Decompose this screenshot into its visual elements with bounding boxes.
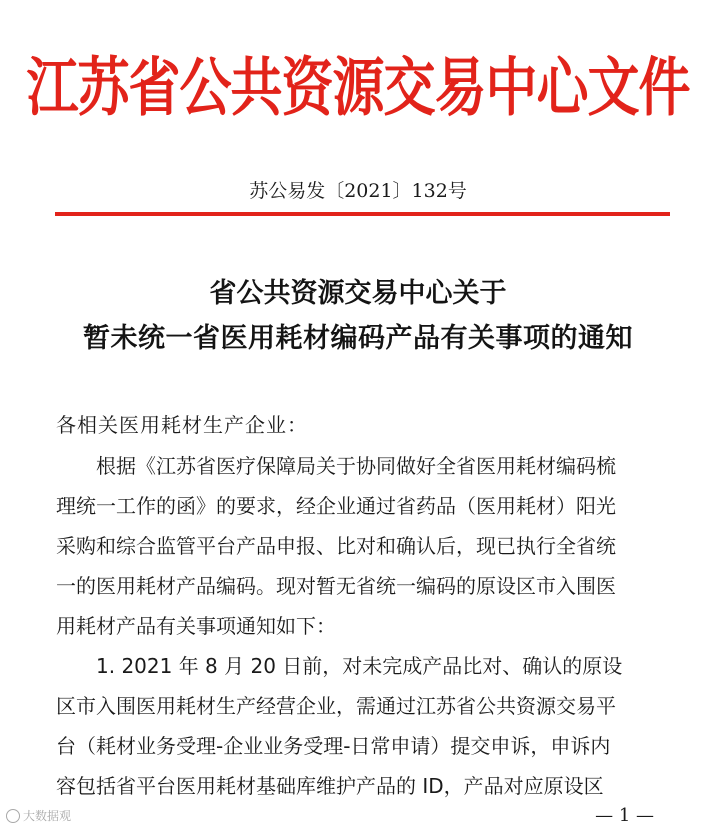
paragraph-1-line: 用耗材产品有关事项通知如下： <box>56 614 336 638</box>
watermark-logo-icon <box>6 809 20 823</box>
paragraph-1-line: 采购和综合监管平台产品申报、比对和确认后，现已执行全省统 <box>56 534 616 558</box>
paragraph-1 <box>56 446 668 646</box>
paragraph-2-line: 台（耗材业务受理-企业业务受理-日常申请）提交申诉，申诉内 <box>56 734 611 758</box>
paragraph-2-line: 区市入围医用耗材生产经营企业，需通过江苏省公共资源交易平 <box>56 694 616 718</box>
salutation: 各相关医用耗材生产企业： <box>56 413 308 437</box>
paragraph-1-line: 根据《江苏省医疗保障局关于协同做好全省医用耗材编码梳 <box>96 454 616 478</box>
paragraph-2-line: 容包括省平台医用耗材基础库维护产品的 ID，产品对应原设区 <box>56 774 604 798</box>
paragraph-1-line: 理统一工作的函》的要求，经企业通过省药品（医用耗材）阳光 <box>56 494 616 518</box>
document-number: 苏公易发〔2021〕132号 <box>249 180 467 202</box>
notice-title-line1: 省公共资源交易中心关于 <box>209 278 507 309</box>
paragraph-1-line: 一的医用耗材产品编码。现对暂无省统一编码的原设区市入围医 <box>56 574 616 598</box>
masthead-title: 江苏省公共资源交易中心文件 <box>26 52 690 126</box>
red-divider-line <box>55 212 670 216</box>
watermark <box>6 808 71 824</box>
notice-title-line2: 暂未统一省医用耗材编码产品有关事项的通知 <box>83 323 633 354</box>
watermark-text: 大数据观 <box>23 809 72 823</box>
paragraph-2-line: 1. 2021 年 8 月 20 日前，对未完成产品比对、确认的原设 <box>96 654 623 678</box>
paragraph-2 <box>56 646 668 806</box>
page-number: — 1 — <box>595 805 654 826</box>
